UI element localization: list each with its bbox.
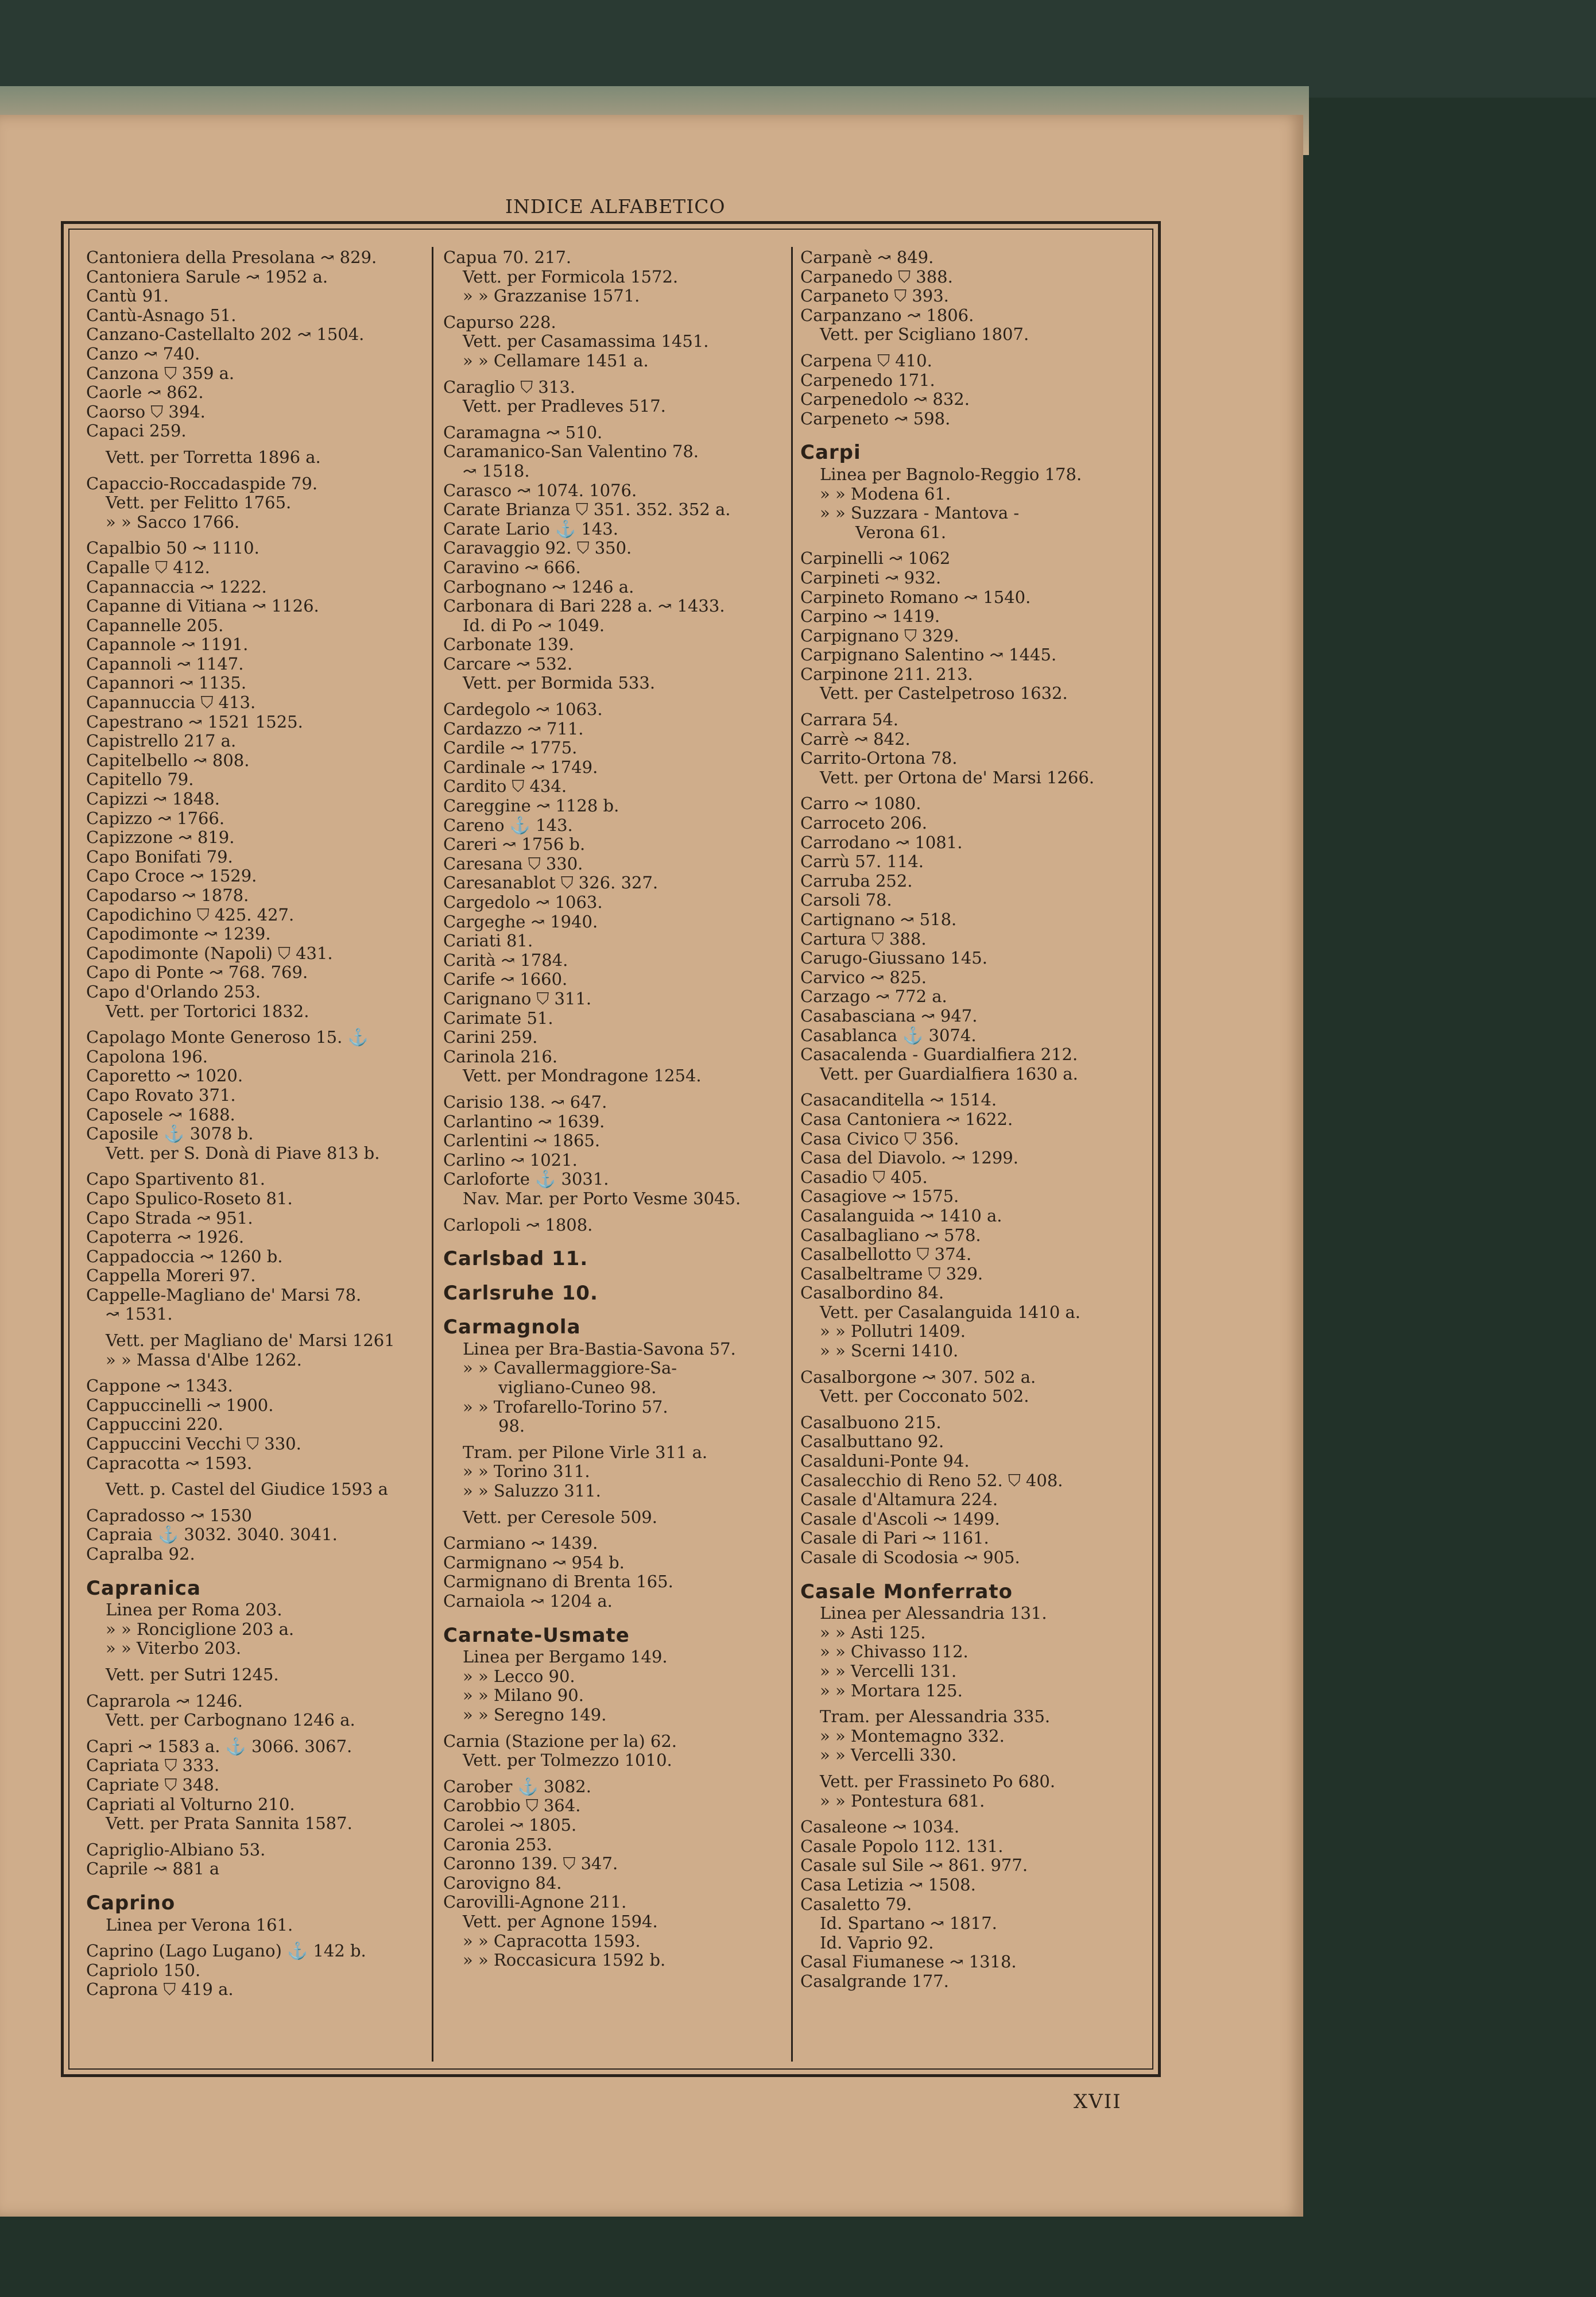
index-entry: Tram. per Alessandria 335.: [820, 1707, 1051, 1727]
index-entry: » » Chivasso 112.: [820, 1642, 969, 1662]
index-entry: Capannaccia ↝ 1222.: [86, 577, 267, 597]
index-entry: Caposele ↝ 1688.: [86, 1104, 235, 1124]
index-entry: Carzago ↝ 772 a.: [800, 987, 947, 1007]
index-entry: Linea per Roma 203.: [106, 1600, 282, 1620]
index-entry: Casalgrande 177.: [800, 1971, 949, 1991]
index-entry: Carloforte ⚓ 3031.: [443, 1169, 609, 1189]
index-entry: Casa Civico ⛉ 356.: [800, 1128, 959, 1148]
index-entry: Carpineto Romano ↝ 1540.: [800, 587, 1031, 607]
index-entry: » » Vercelli 131.: [820, 1661, 957, 1681]
index-entry: Cargeghe ↝ 1940.: [443, 911, 598, 931]
index-entry: Capalbio 50 ↝ 1110.: [86, 538, 259, 558]
index-entry: Carovilli-Agnone 211.: [443, 1892, 627, 1912]
index-entry: 98.: [498, 1416, 525, 1436]
index-entry: Capaccio-Roccadaspide 79.: [86, 473, 318, 493]
index-entry: Casacalenda - Guardialfiera 212.: [800, 1045, 1078, 1065]
index-entry: Casale d'Altamura 224.: [800, 1490, 998, 1510]
index-entry: Caronno 139. ⛉ 347.: [443, 1854, 618, 1874]
index-entry: » » Capracotta 1593.: [463, 1931, 641, 1951]
index-entry: Capodimonte (Napoli) ⛉ 431.: [86, 943, 333, 963]
index-entry: Carober ⚓ 3082.: [443, 1776, 591, 1796]
index-entry: Vett. per Prata Sannita 1587.: [106, 1813, 352, 1834]
index-entry: Carolei ↝ 1805.: [443, 1815, 577, 1835]
index-column-1: [86, 248, 425, 2000]
index-entry: Capannuccia ⛉ 413.: [86, 693, 256, 713]
index-entry: Cardinale ↝ 1749.: [443, 757, 598, 777]
index-entry: Casa del Diavolo. ↝ 1299.: [800, 1148, 1018, 1168]
index-entry: Capriolo 150.: [86, 1960, 201, 1980]
index-entry: Cargedolo ↝ 1063.: [443, 892, 603, 912]
index-entry: Carmignano ↝ 954 b.: [443, 1552, 625, 1572]
index-entry: Carnia (Stazione per la) 62.: [443, 1731, 677, 1751]
index-entry: Vett. per Felitto 1765.: [106, 493, 292, 513]
index-entry: Cantù 91.: [86, 286, 169, 306]
page-number: XVII: [1074, 2090, 1122, 2113]
index-entry: Capodimonte ↝ 1239.: [86, 924, 271, 944]
index-entry: Careno ⚓ 143.: [443, 815, 573, 835]
index-entry: Casalbagliano ↝ 578.: [800, 1225, 981, 1245]
index-entry: Cappone ↝ 1343.: [86, 1376, 233, 1396]
index-heading: Carlsbad 11.: [443, 1247, 588, 1271]
index-entry: Carrè ↝ 842.: [800, 729, 911, 749]
index-entry: » » Seregno 149.: [463, 1704, 607, 1724]
index-entry: Canzona ⛉ 359 a.: [86, 363, 235, 383]
index-entry: Vett. p. Castel del Giudice 1593 a: [106, 1479, 388, 1499]
index-entry: Capriati al Volturno 210.: [86, 1794, 295, 1814]
index-entry: Caresanablot ⛉ 326. 327.: [443, 873, 658, 893]
index-entry: Casalbeltrame ⛉ 329.: [800, 1263, 983, 1283]
index-entry: ↝ 1531.: [106, 1304, 173, 1324]
index-entry: » » Scerni 1410.: [820, 1341, 959, 1361]
index-entry: Carpenedolo ↝ 832.: [800, 389, 970, 409]
index-entry: Vett. per Casamassima 1451.: [463, 331, 709, 351]
index-entry: » » Trofarello-Torino 57.: [463, 1397, 668, 1417]
index-entry: Casalanguida ↝ 1410 a.: [800, 1205, 1002, 1225]
index-entry: » » Montemagno 332.: [820, 1726, 1005, 1746]
index-column-2: [443, 248, 785, 1970]
index-entry: Cariati 81.: [443, 931, 533, 951]
index-entry: Nav. Mar. per Porto Vesme 3045.: [463, 1188, 741, 1208]
index-entry: Casacanditella ↝ 1514.: [800, 1090, 997, 1110]
index-entry: Vett. per Pradleves 517.: [463, 396, 666, 416]
index-entry: Id. Spartano ↝ 1817.: [820, 1913, 997, 1933]
index-entry: Carmignano di Brenta 165.: [443, 1572, 673, 1592]
index-entry: Linea per Bagnolo-Reggio 178.: [820, 464, 1082, 484]
index-entry: Carpineti ↝ 932.: [800, 567, 942, 587]
index-entry: Casagiove ↝ 1575.: [800, 1186, 959, 1206]
index-entry: Cantù-Asnago 51.: [86, 305, 237, 325]
index-entry: Carpinelli ↝ 1062: [800, 548, 951, 569]
index-entry: Cappuccini 220.: [86, 1414, 223, 1434]
index-entry: Carate Brianza ⛉ 351. 352. 352 a.: [443, 500, 731, 520]
index-entry: Vett. per Sutri 1245.: [106, 1664, 279, 1684]
index-entry: Caramagna ↝ 510.: [443, 422, 603, 442]
index-entry: Cappuccini Vecchi ⛉ 330.: [86, 1434, 301, 1454]
index-entry: Carpanedo ⛉ 388.: [800, 266, 953, 287]
index-entry: Carlino ↝ 1021.: [443, 1150, 578, 1170]
index-entry: Cappadoccia ↝ 1260 b.: [86, 1246, 283, 1266]
index-entry: Id. di Po ↝ 1049.: [463, 615, 605, 635]
index-entry: Caravaggio 92. ⛉ 350.: [443, 538, 632, 558]
index-entry: Casaletto 79.: [800, 1894, 912, 1914]
index-entry: Capizzone ↝ 819.: [86, 827, 235, 848]
index-entry: Capannelle 205.: [86, 615, 224, 635]
index-entry: Vett. per Mondragone 1254.: [463, 1066, 702, 1086]
index-entry: Vett. per Guardialfiera 1630 a.: [820, 1064, 1078, 1084]
index-heading: Carmagnola: [443, 1316, 581, 1339]
index-entry: Capistrello 217 a.: [86, 731, 237, 751]
index-entry: Capo Strada ↝ 951.: [86, 1208, 253, 1228]
index-entry: Carisio 138. ↝ 647.: [443, 1092, 607, 1112]
index-entry: Linea per Bergamo 149.: [463, 1647, 668, 1667]
index-entry: Carroceto 206.: [800, 813, 927, 833]
index-entry: Careri ↝ 1756 b.: [443, 834, 586, 854]
index-entry: Capodarso ↝ 1878.: [86, 885, 249, 905]
index-entry: Carmiano ↝ 1439.: [443, 1533, 598, 1553]
index-entry: Capri ↝ 1583 a. ⚓ 3066. 3067.: [86, 1736, 352, 1756]
index-entry: Caraglio ⛉ 313.: [443, 377, 575, 397]
index-entry: Vett. per Frassineto Po 680.: [820, 1771, 1056, 1791]
index-entry: Casalduni-Ponte 94.: [800, 1451, 970, 1471]
index-entry: Vett. per Magliano de' Marsi 1261: [106, 1331, 395, 1351]
index-entry: Carrodano ↝ 1081.: [800, 832, 963, 852]
index-entry: Casal Fiumanese ↝ 1318.: [800, 1952, 1017, 1972]
index-entry: Carpino ↝ 1419.: [800, 606, 940, 627]
index-entry: » » Suzzara - Mantova -: [820, 503, 1020, 523]
index-entry: » » Vercelli 330.: [820, 1745, 957, 1765]
index-entry: Caramanico-San Valentino 78.: [443, 442, 699, 462]
index-entry: Cartignano ↝ 518.: [800, 910, 957, 929]
index-entry: Cardito ⛉ 434.: [443, 776, 567, 796]
index-entry: Casadio ⛉ 405.: [800, 1167, 928, 1187]
index-entry: Carpanzano ↝ 1806.: [800, 305, 974, 325]
index-entry: Carpaneto ⛉ 393.: [800, 286, 949, 306]
index-entry: Capriate ⛉ 348.: [86, 1774, 220, 1795]
index-entry: » » Torino 311.: [463, 1461, 590, 1482]
index-entry: Casablanca ⚓ 3074.: [800, 1025, 977, 1045]
index-entry: Cappelle-Magliano de' Marsi 78.: [86, 1285, 362, 1305]
index-entry: Carovigno 84.: [443, 1873, 562, 1893]
index-entry: Vett. per S. Donà di Piave 813 b.: [106, 1143, 380, 1163]
index-entry: » » Roccasicura 1592 b.: [463, 1950, 666, 1970]
index-entry: Carpanè ↝ 849.: [800, 248, 934, 267]
index-entry: » » Sacco 1766.: [106, 512, 240, 532]
index-entry: Caronia 253.: [443, 1834, 552, 1854]
index-entry: Casale d'Ascoli ↝ 1499.: [800, 1509, 1000, 1529]
index-entry: Linea per Alessandria 131.: [820, 1603, 1047, 1623]
index-entry: Capolago Monte Generoso 15. ⚓: [86, 1027, 369, 1047]
index-entry: Cardegolo ↝ 1063.: [443, 699, 603, 720]
index-entry: Capo Croce ↝ 1529.: [86, 866, 257, 886]
index-entry: Vett. per Castelpetroso 1632.: [820, 683, 1068, 703]
index-heading: Casale Monferrato: [800, 1580, 1013, 1603]
index-entry: Careggine ↝ 1128 b.: [443, 796, 619, 816]
index-entry: Capodichino ⛉ 425. 427.: [86, 904, 295, 925]
index-entry: Carobbio ⛉ 364.: [443, 1796, 581, 1816]
index-entry: Id. Vaprio 92.: [820, 1932, 934, 1952]
index-entry: Caprino (Lago Lugano) ⚓ 142 b.: [86, 1941, 366, 1961]
index-entry: Casalbuttano 92.: [800, 1432, 944, 1452]
index-entry: » » Ronciglione 203 a.: [106, 1619, 295, 1639]
index-entry: Caporetto ↝ 1020.: [86, 1066, 243, 1086]
index-entry: Casalborgone ↝ 307. 502 a.: [800, 1367, 1036, 1387]
index-entry: Capo Spartivento 81.: [86, 1169, 265, 1189]
index-entry: Capaci 259.: [86, 421, 187, 441]
index-entry: Vett. per Ortona de' Marsi 1266.: [820, 767, 1095, 787]
index-entry: Carate Lario ⚓ 143.: [443, 519, 618, 539]
index-entry: Carpinone 211. 213.: [800, 664, 973, 684]
column-rule-1: [432, 247, 433, 2062]
index-entry: Capolona 196.: [86, 1046, 208, 1066]
index-entry: Carpeneto ↝ 598.: [800, 408, 951, 428]
column-rule-2: [791, 247, 793, 2062]
index-entry: Capitelbello ↝ 808.: [86, 750, 250, 770]
index-entry: Casale sul Sile ↝ 861. 977.: [800, 1855, 1028, 1876]
index-entry: Capanne di Vitiana ↝ 1126.: [86, 596, 319, 616]
index-entry: Capracotta ↝ 1593.: [86, 1453, 253, 1473]
index-entry: Vett. per Carbognano 1246 a.: [106, 1710, 355, 1730]
index-entry: » » Pollutri 1409.: [820, 1321, 966, 1341]
index-entry: Carrù 57. 114.: [800, 852, 924, 872]
index-entry: Capo d'Orlando 253.: [86, 981, 261, 1001]
index-heading: Carpi: [800, 441, 861, 465]
index-entry: » » Cellamare 1451 a.: [463, 350, 649, 370]
index-entry: Linea per Verona 161.: [106, 1915, 293, 1935]
index-heading: Carnate-Usmate: [443, 1623, 630, 1647]
index-entry: Casalbuono 215.: [800, 1412, 942, 1432]
index-entry: Cardazzo ↝ 711.: [443, 718, 584, 738]
index-entry: » » Massa d'Albe 1262.: [106, 1349, 302, 1370]
index-entry: Casale di Pari ↝ 1161.: [800, 1528, 989, 1548]
index-entry: Carlopoli ↝ 1808.: [443, 1215, 593, 1235]
index-entry: Canzano-Castellalto 202 ↝ 1504.: [86, 324, 365, 345]
index-entry: Carro ↝ 1080.: [800, 794, 921, 814]
index-entry: Capo di Ponte ↝ 768. 769.: [86, 962, 308, 983]
index-entry: Carbonate 139.: [443, 635, 574, 655]
index-entry: Capizzo ↝ 1766.: [86, 808, 225, 828]
index-entry: » » Lecco 90.: [463, 1666, 575, 1686]
index-entry: Capitello 79.: [86, 769, 194, 790]
index-entry: Carugo-Giussano 145.: [800, 948, 987, 968]
index-entry: Cappuccinelli ↝ 1900.: [86, 1395, 274, 1415]
index-entry: Carvico ↝ 825.: [800, 967, 927, 987]
index-entry: Carrito-Ortona 78.: [800, 748, 958, 768]
index-entry: Cartura ⛉ 388.: [800, 929, 927, 949]
index-entry: Carignano ⛉ 311.: [443, 988, 592, 1008]
index-entry: Capestrano ↝ 1521 1525.: [86, 711, 303, 732]
page-header: INDICE ALFABETICO: [505, 195, 726, 218]
index-entry: » » Milano 90.: [463, 1685, 584, 1706]
index-entry: Vett. per Torretta 1896 a.: [106, 447, 321, 467]
index-entry: Casale Popolo 112. 131.: [800, 1836, 1004, 1856]
index-entry: Capo Spulico-Roseto 81.: [86, 1188, 293, 1208]
index-entry: Capurso 228.: [443, 312, 556, 332]
index-heading: Caprino: [86, 1891, 176, 1915]
index-entry: » » Viterbo 203.: [106, 1638, 242, 1658]
index-entry: Casalecchio di Reno 52. ⛉ 408.: [800, 1470, 1063, 1490]
index-entry: Canzo ↝ 740.: [86, 343, 200, 364]
index-entry: Vett. per Formicola 1572.: [463, 266, 679, 287]
index-entry: Capalle ⛉ 412.: [86, 557, 210, 577]
dark-background: [0, 0, 1596, 98]
index-entry: Vett. per Bormida 533.: [463, 673, 656, 693]
index-heading: Carlsruhe 10.: [443, 1281, 598, 1305]
index-entry: Cappella Moreri 97.: [86, 1266, 256, 1286]
index-entry: Carlentini ↝ 1865.: [443, 1131, 601, 1151]
index-entry: Carbonara di Bari 228 a. ↝ 1433.: [443, 596, 725, 616]
index-entry: Caposile ⚓ 3078 b.: [86, 1124, 254, 1144]
index-entry: Casa Letizia ↝ 1508.: [800, 1874, 976, 1894]
index-entry: » » Saluzzo 311.: [463, 1481, 601, 1501]
index-entry: Capannole ↝ 1191.: [86, 635, 249, 655]
index-entry: Caprile ↝ 881 a: [86, 1859, 220, 1879]
index-entry: » » Modena 61.: [820, 484, 951, 504]
index-entry: Vett. per Scigliano 1807.: [820, 324, 1029, 345]
index-entry: Caresana ⛉ 330.: [443, 853, 583, 873]
index-entry: Caprona ⛉ 419 a.: [86, 1979, 234, 2000]
index-entry: Carruba 252.: [800, 871, 913, 891]
index-entry: Casalbellotto ⛉ 374.: [800, 1244, 972, 1264]
index-entry: Vett. per Tortorici 1832.: [106, 1001, 309, 1021]
index-entry: Linea per Bra-Bastia-Savona 57.: [463, 1339, 736, 1359]
index-entry: ↝ 1518.: [463, 461, 530, 481]
index-entry: Caprarola ↝ 1246.: [86, 1691, 243, 1711]
index-entry: Carnaiola ↝ 1204 a.: [443, 1591, 613, 1611]
index-entry: Carsoli 78.: [800, 890, 892, 910]
index-entry: » » Cavallermaggiore-Sa-: [463, 1358, 677, 1378]
index-entry: Carpignano Salentino ↝ 1445.: [800, 645, 1057, 665]
index-entry: Capua 70. 217.: [443, 248, 572, 267]
index-entry: Carcare ↝ 532.: [443, 653, 573, 674]
index-entry: Verona 61.: [855, 522, 947, 542]
index-entry: vigliano-Cuneo 98.: [498, 1378, 657, 1398]
index-entry: Casaleone ↝ 1034.: [800, 1817, 960, 1837]
index-heading: Capranica: [86, 1576, 201, 1600]
index-entry: Capo Bonifati 79.: [86, 846, 233, 867]
index-entry: Capralba 92.: [86, 1544, 195, 1564]
index-entry: Tram. per Pilone Virle 311 a.: [463, 1442, 708, 1462]
index-entry: Caorle ↝ 862.: [86, 382, 204, 403]
index-entry: » » Asti 125.: [820, 1622, 926, 1642]
index-entry: » » Grazzanise 1571.: [463, 286, 640, 306]
index-entry: Capriata ⛉ 333.: [86, 1755, 220, 1776]
index-entry: Carpignano ⛉ 329.: [800, 625, 959, 645]
index-entry: Vett. per Cocconato 502.: [820, 1386, 1029, 1406]
index-entry: Capo Rovato 371.: [86, 1085, 236, 1105]
index-entry: Capradosso ↝ 1530: [86, 1505, 252, 1525]
index-entry: Cantoniera della Presolana ↝ 829.: [86, 248, 377, 267]
index-entry: Carbognano ↝ 1246 a.: [443, 577, 634, 597]
index-entry: Capoterra ↝ 1926.: [86, 1227, 245, 1247]
index-entry: Vett. per Ceresole 509.: [463, 1507, 657, 1527]
index-entry: Carinola 216.: [443, 1046, 558, 1066]
index-entry: Casalbordino 84.: [800, 1283, 944, 1303]
index-entry: Casabasciana ↝ 947.: [800, 1006, 978, 1026]
index-entry: Capriglio-Albiano 53.: [86, 1839, 266, 1859]
index-entry: Carrara 54.: [800, 710, 898, 730]
index-entry: » » Mortara 125.: [820, 1680, 963, 1700]
index-entry: Capraia ⚓ 3032. 3040. 3041.: [86, 1525, 338, 1545]
index-entry: Capizzi ↝ 1848.: [86, 789, 220, 809]
index-entry: Cantoniera Sarule ↝ 1952 a.: [86, 266, 328, 287]
index-entry: Carpenedo 171.: [800, 370, 935, 390]
index-entry: Carpena ⛉ 410.: [800, 350, 932, 370]
index-entry: Carlantino ↝ 1639.: [443, 1111, 605, 1131]
index-entry: Cardile ↝ 1775.: [443, 738, 578, 758]
index-entry: Vett. per Tolmezzo 1010.: [463, 1750, 672, 1770]
index-column-3: [800, 248, 1152, 1991]
index-entry: Carasco ↝ 1074. 1076.: [443, 480, 637, 500]
index-entry: Carife ↝ 1660.: [443, 969, 568, 989]
index-entry: Casale di Scodosia ↝ 905.: [800, 1548, 1020, 1567]
index-entry: Capannoli ↝ 1147.: [86, 653, 244, 674]
index-entry: Vett. per Agnone 1594.: [463, 1911, 658, 1931]
index-entry: Carini 259.: [443, 1027, 538, 1047]
index-entry: Casa Cantoniera ↝ 1622.: [800, 1109, 1013, 1129]
index-entry: Caravino ↝ 666.: [443, 557, 581, 577]
index-entry: » » Pontestura 681.: [820, 1791, 985, 1811]
index-entry: Vett. per Casalanguida 1410 a.: [820, 1302, 1081, 1322]
index-entry: Capannori ↝ 1135.: [86, 673, 247, 693]
index-entry: Carimate 51.: [443, 1008, 553, 1028]
index-entry: Caorso ⛉ 394.: [86, 401, 206, 421]
index-entry: Carità ↝ 1784.: [443, 950, 568, 970]
